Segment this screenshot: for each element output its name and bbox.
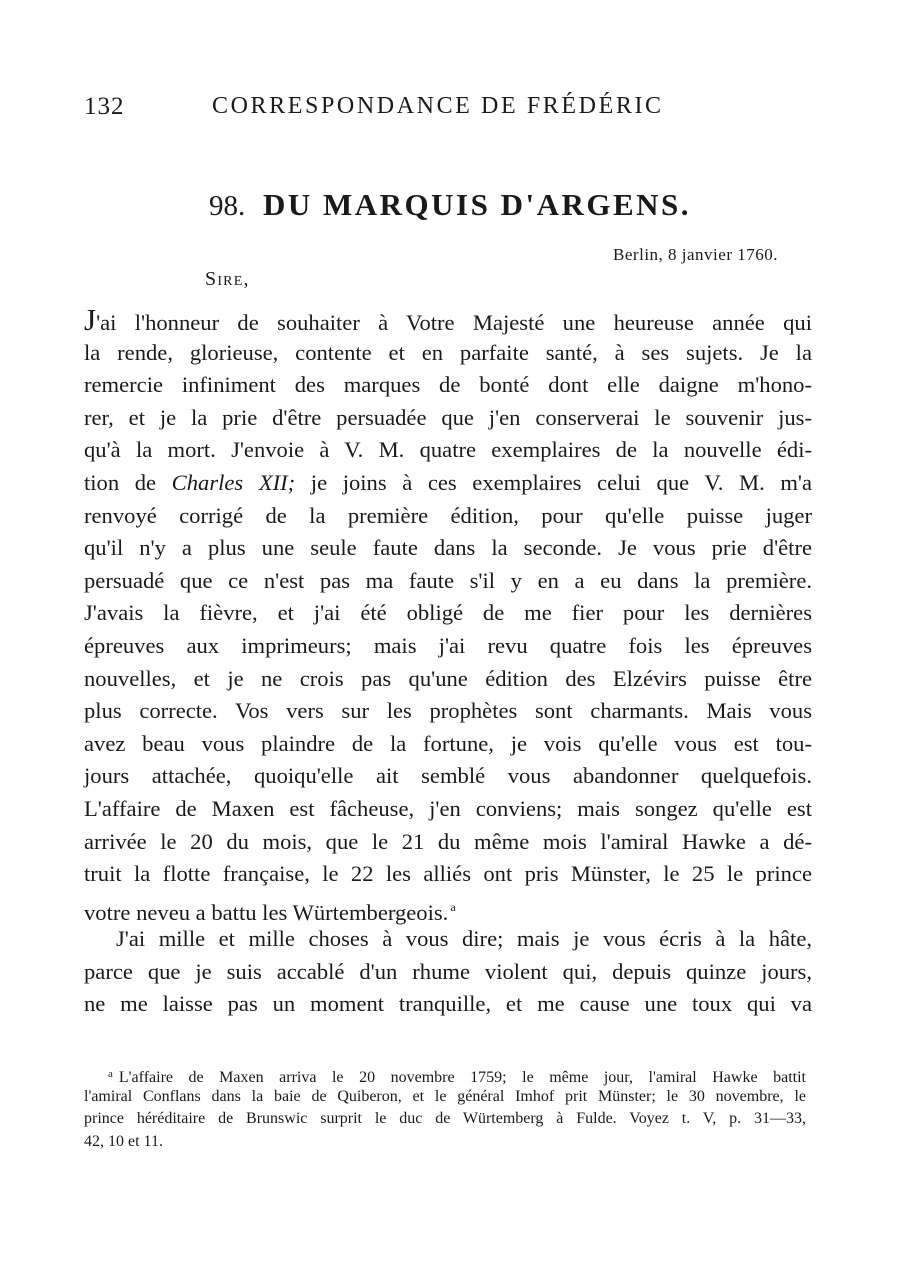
drop-cap: J bbox=[84, 302, 97, 337]
body-line bbox=[84, 467, 812, 500]
body-line bbox=[84, 891, 812, 924]
running-head bbox=[84, 93, 684, 133]
body-line: J'avais la fièvre, et j'ai été obligé de me fier pour les dernières bbox=[84, 600, 812, 626]
body-line: arrivée le 20 du mois, que le 21 du même mois l'amiral Hawke a dé- bbox=[84, 828, 812, 854]
body-line: épreuves aux imprimeurs; mais j'ai revu quatre fois les épreuves bbox=[84, 632, 812, 658]
body-line: plus correcte. Vos vers sur les prophètes sont charmants. Mais vous bbox=[84, 698, 812, 724]
body-line: L'affaire de Maxen est fâcheuse, j'en conviens; mais songez qu'elle est bbox=[84, 795, 812, 821]
body-line-text: votre neveu a battu les Würtembergeois. bbox=[84, 899, 449, 925]
footnote bbox=[84, 1063, 806, 1153]
running-title: CORRESPONDANCE DE FRÉDÉRIC bbox=[212, 93, 664, 119]
body-line: qu'à la mort. J'envoie à V. M. quatre exemplaires de la nouvelle édi- bbox=[84, 437, 812, 463]
body-line-text: 'ai l'honneur de souhaiter à Votre Majesté une heureuse année qui bbox=[96, 310, 812, 335]
book-title-italic: Charles XII; bbox=[171, 469, 296, 495]
body-line: ne me laisse pas un moment tranquille, et me cause une toux qui va bbox=[84, 991, 812, 1017]
footnote-mark: a bbox=[108, 1068, 113, 1080]
body-line: avez beau vous plaindre de la fortune, je vois qu'elle vous est tou- bbox=[84, 730, 812, 756]
body-line-text: tion de bbox=[84, 469, 172, 495]
footnote-line: prince héréditaire de Brunswic surprit le duc de Würtemberg à Fulde. Voyez t. V, p. 31—33, bbox=[84, 1110, 806, 1127]
body-line-text: je joins à ces exemplaires celui que V. M. m'a bbox=[295, 469, 813, 495]
body-line: persuadé que ce n'est pas ma faute s'il y en a eu dans la première. bbox=[84, 567, 812, 593]
footnote-line: 42, 10 et 11. bbox=[84, 1132, 163, 1150]
letter-number: 98. bbox=[208, 190, 246, 222]
footnote-line-text: L'affaire de Maxen arriva le 20 novembre 1759; le même jour, l'amiral Hawke battit bbox=[118, 1069, 806, 1086]
dateline: Berlin, 8 janvier 1760. bbox=[613, 245, 778, 264]
body-line: parce que je suis accablé d'un rhume violent qui, depuis quinze jours, bbox=[84, 958, 812, 984]
body-line bbox=[84, 304, 812, 337]
body-line: qu'il n'y a plus une seule faute dans la seconde. Je vous prie d'être bbox=[84, 535, 812, 561]
body-line: nouvelles, et je ne crois pas qu'une édition des Elzévirs puisse être bbox=[84, 665, 812, 691]
body-line: la rende, glorieuse, contente et en parfaite santé, à ses sujets. Je la bbox=[84, 339, 812, 365]
letter-title: DU MARQUIS D'ARGENS. bbox=[262, 187, 692, 222]
salutation: Sire, bbox=[205, 268, 250, 290]
body-line: renvoyé corrigé de la première édition, pour qu'elle puisse juger bbox=[84, 502, 812, 528]
body-line: truit la flotte française, le 22 les alliés ont pris Münster, le 25 le prince bbox=[84, 861, 812, 887]
body-line: J'ai mille et mille choses à vous dire; mais je vous écris à la hâte, bbox=[116, 926, 812, 952]
body-line: rer, et je la prie d'être persuadée que j'en conserverai le souvenir jus- bbox=[84, 404, 812, 430]
body-line: jours attachée, quoiqu'elle ait semblé vous abandonner quelquefois. bbox=[84, 763, 812, 789]
body-line: remercie infiniment des marques de bonté dont elle daigne m'hono- bbox=[84, 372, 812, 398]
footnote-line: l'amiral Conflans dans la baie de Quiberon, et le général Imhof prit Münster; le 30 novembre, le bbox=[84, 1087, 806, 1105]
page-number: 132 bbox=[84, 93, 125, 120]
letter-heading bbox=[0, 187, 900, 223]
footnote-reference[interactable]: a bbox=[450, 899, 456, 914]
letter-body bbox=[84, 304, 812, 1021]
footnote-line bbox=[84, 1063, 806, 1086]
